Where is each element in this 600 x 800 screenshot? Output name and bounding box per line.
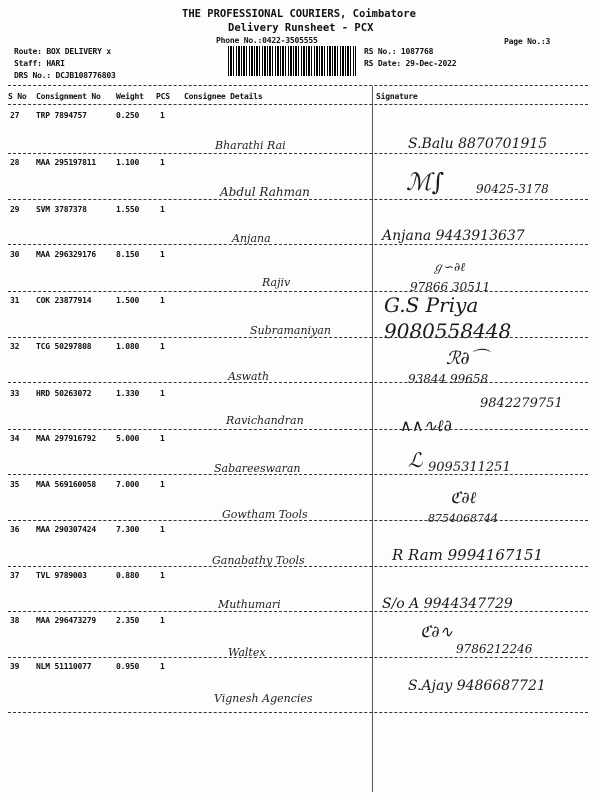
row-consignee: Gowtham Tools bbox=[222, 508, 308, 521]
row-sno: 29 bbox=[10, 205, 20, 214]
row-consignment-no: TCG 50297808 bbox=[36, 342, 92, 351]
signature-scribble-mark: ℊ∽∂ℓ bbox=[432, 260, 466, 274]
row-weight: 0.250 bbox=[116, 111, 140, 120]
row-consignee: Anjana bbox=[232, 232, 271, 245]
signature-scribble-mark: ℭ∂∿ bbox=[420, 622, 453, 641]
row-divider bbox=[8, 611, 588, 612]
row-divider bbox=[8, 474, 588, 475]
row-consignee: Vignesh Agencies bbox=[214, 692, 313, 705]
row-weight: 1.550 bbox=[116, 205, 140, 214]
row-pcs: 1 bbox=[160, 662, 165, 671]
barcode-image bbox=[228, 46, 356, 76]
row-divider bbox=[8, 337, 588, 338]
row-consignment-no: MAA 296473279 bbox=[36, 616, 97, 625]
sheet-title: Delivery Runsheet - PCX bbox=[228, 22, 374, 34]
row-consignment-no: MAA 295197811 bbox=[36, 158, 97, 167]
row-pcs: 1 bbox=[160, 525, 165, 534]
row-signature: 9786212246 bbox=[456, 642, 533, 656]
row-weight: 0.880 bbox=[116, 571, 140, 580]
row-sno: 34 bbox=[10, 434, 20, 443]
row-signature: 8754068744 bbox=[428, 512, 498, 525]
row-sno: 32 bbox=[10, 342, 20, 351]
row-pcs: 1 bbox=[160, 111, 165, 120]
row-consignee: Ganabathy Tools bbox=[212, 554, 305, 567]
row-signature: 97866 30511 bbox=[410, 280, 491, 294]
page-number: Page No.:3 bbox=[504, 37, 551, 46]
rs-date: RS Date: 29-Dec-2022 bbox=[364, 59, 457, 68]
signature-column-line bbox=[372, 86, 373, 792]
row-pcs: 1 bbox=[160, 296, 165, 305]
row-consignee: Waltex bbox=[228, 646, 266, 659]
row-weight: 7.300 bbox=[116, 525, 140, 534]
col-consignment-no: Consignment No bbox=[36, 92, 101, 101]
row-divider bbox=[8, 566, 588, 567]
row-signature: 9842279751 bbox=[480, 396, 563, 411]
row-signature: R Ram 9994167151 bbox=[392, 546, 544, 564]
row-consignee: Rajiv bbox=[262, 276, 291, 289]
row-consignee: Abdul Rahman bbox=[220, 185, 310, 199]
row-pcs: 1 bbox=[160, 205, 165, 214]
row-divider bbox=[8, 520, 588, 521]
row-sno: 33 bbox=[10, 389, 20, 398]
row-consignment-no: MAA 296329176 bbox=[36, 250, 97, 259]
col-signature: Signature bbox=[376, 92, 418, 101]
staff-label: Staff: HARI bbox=[14, 59, 65, 68]
row-consignment-no: MAA 297916792 bbox=[36, 434, 97, 443]
row-divider bbox=[8, 712, 588, 713]
row-pcs: 1 bbox=[160, 158, 165, 167]
header-divider-top bbox=[8, 85, 588, 86]
row-weight: 1.100 bbox=[116, 158, 140, 167]
row-signature: S.Balu 8870701915 bbox=[408, 136, 548, 152]
col-pcs: PCS bbox=[156, 92, 170, 101]
row-weight: 1.330 bbox=[116, 389, 140, 398]
row-signature: Anjana 9443913637 bbox=[382, 228, 525, 244]
row-sno: 36 bbox=[10, 525, 20, 534]
phone-number: Phone No.:0422-3505555 bbox=[216, 36, 318, 45]
row-consignee: Aswath bbox=[228, 370, 270, 383]
row-weight: 5.000 bbox=[116, 434, 140, 443]
row-signature: 9095311251 bbox=[428, 460, 511, 475]
row-divider bbox=[8, 429, 588, 430]
row-signature: G.S Priya 9080558448 bbox=[384, 293, 512, 343]
signature-scribble-mark: ℭ∂ℓ bbox=[450, 488, 477, 507]
row-weight: 7.000 bbox=[116, 480, 140, 489]
row-divider bbox=[8, 382, 588, 383]
drs-number: DRS No.: DCJB108776803 bbox=[14, 71, 116, 80]
row-consignment-no: SVM 3787378 bbox=[36, 205, 87, 214]
row-consignee: Ravichandran bbox=[226, 414, 304, 427]
row-pcs: 1 bbox=[160, 342, 165, 351]
row-signature: S/o A 9944347729 bbox=[382, 596, 513, 612]
signature-scribble-mark: ℳ∫ bbox=[406, 168, 445, 196]
row-sno: 27 bbox=[10, 111, 20, 120]
row-pcs: 1 bbox=[160, 389, 165, 398]
col-consignee-details: Consignee Details bbox=[184, 92, 263, 101]
row-divider bbox=[8, 153, 588, 154]
row-sno: 37 bbox=[10, 571, 20, 580]
row-pcs: 1 bbox=[160, 571, 165, 580]
row-weight: 8.150 bbox=[116, 250, 140, 259]
row-weight: 1.080 bbox=[116, 342, 140, 351]
row-divider bbox=[8, 199, 588, 200]
header-divider-bottom bbox=[8, 104, 588, 105]
signature-scribble-mark: ∧∧∿ℓ∂ bbox=[400, 416, 452, 435]
rs-number: RS No.: 1087768 bbox=[364, 47, 434, 56]
row-sno: 30 bbox=[10, 250, 20, 259]
row-weight: 1.500 bbox=[116, 296, 140, 305]
company-title: THE PROFESSIONAL COURIERS, Coimbatore bbox=[182, 8, 416, 20]
row-sno: 31 bbox=[10, 296, 20, 305]
row-consignee: Bharathi Rai bbox=[215, 139, 286, 152]
row-consignment-no: TVL 9789003 bbox=[36, 571, 87, 580]
row-consignment-no: HRD 50263072 bbox=[36, 389, 92, 398]
row-pcs: 1 bbox=[160, 480, 165, 489]
row-divider bbox=[8, 657, 588, 658]
col-sno: S No bbox=[8, 92, 27, 101]
col-weight: Weight bbox=[116, 92, 144, 101]
row-sno: 38 bbox=[10, 616, 20, 625]
row-signature: 93844 99658 bbox=[408, 372, 489, 386]
row-consignment-no: COK 23877914 bbox=[36, 296, 92, 305]
row-pcs: 1 bbox=[160, 250, 165, 259]
row-consignee: Sabareeswaran bbox=[214, 462, 301, 475]
row-pcs: 1 bbox=[160, 616, 165, 625]
row-consignee: Muthumari bbox=[218, 598, 281, 611]
row-signature: S.Ajay 9486687721 bbox=[408, 678, 546, 694]
row-consignment-no: TRP 7894757 bbox=[36, 111, 87, 120]
signature-scribble-mark: ℒ bbox=[408, 448, 423, 472]
row-consignment-no: NLM 51110077 bbox=[36, 662, 92, 671]
row-divider bbox=[8, 244, 588, 245]
row-consignment-no: MAA 569160058 bbox=[36, 480, 97, 489]
route-label: Route: BOX DELIVERY x bbox=[14, 47, 111, 56]
row-signature: 90425-3178 bbox=[476, 182, 549, 196]
row-weight: 0.950 bbox=[116, 662, 140, 671]
row-consignee: Subramaniyan bbox=[250, 324, 331, 337]
signature-scribble-mark: ℛ∂⌒ bbox=[446, 348, 488, 369]
row-sno: 28 bbox=[10, 158, 20, 167]
row-sno: 35 bbox=[10, 480, 20, 489]
row-consignment-no: MAA 290307424 bbox=[36, 525, 97, 534]
row-sno: 39 bbox=[10, 662, 20, 671]
row-pcs: 1 bbox=[160, 434, 165, 443]
row-weight: 2.350 bbox=[116, 616, 140, 625]
